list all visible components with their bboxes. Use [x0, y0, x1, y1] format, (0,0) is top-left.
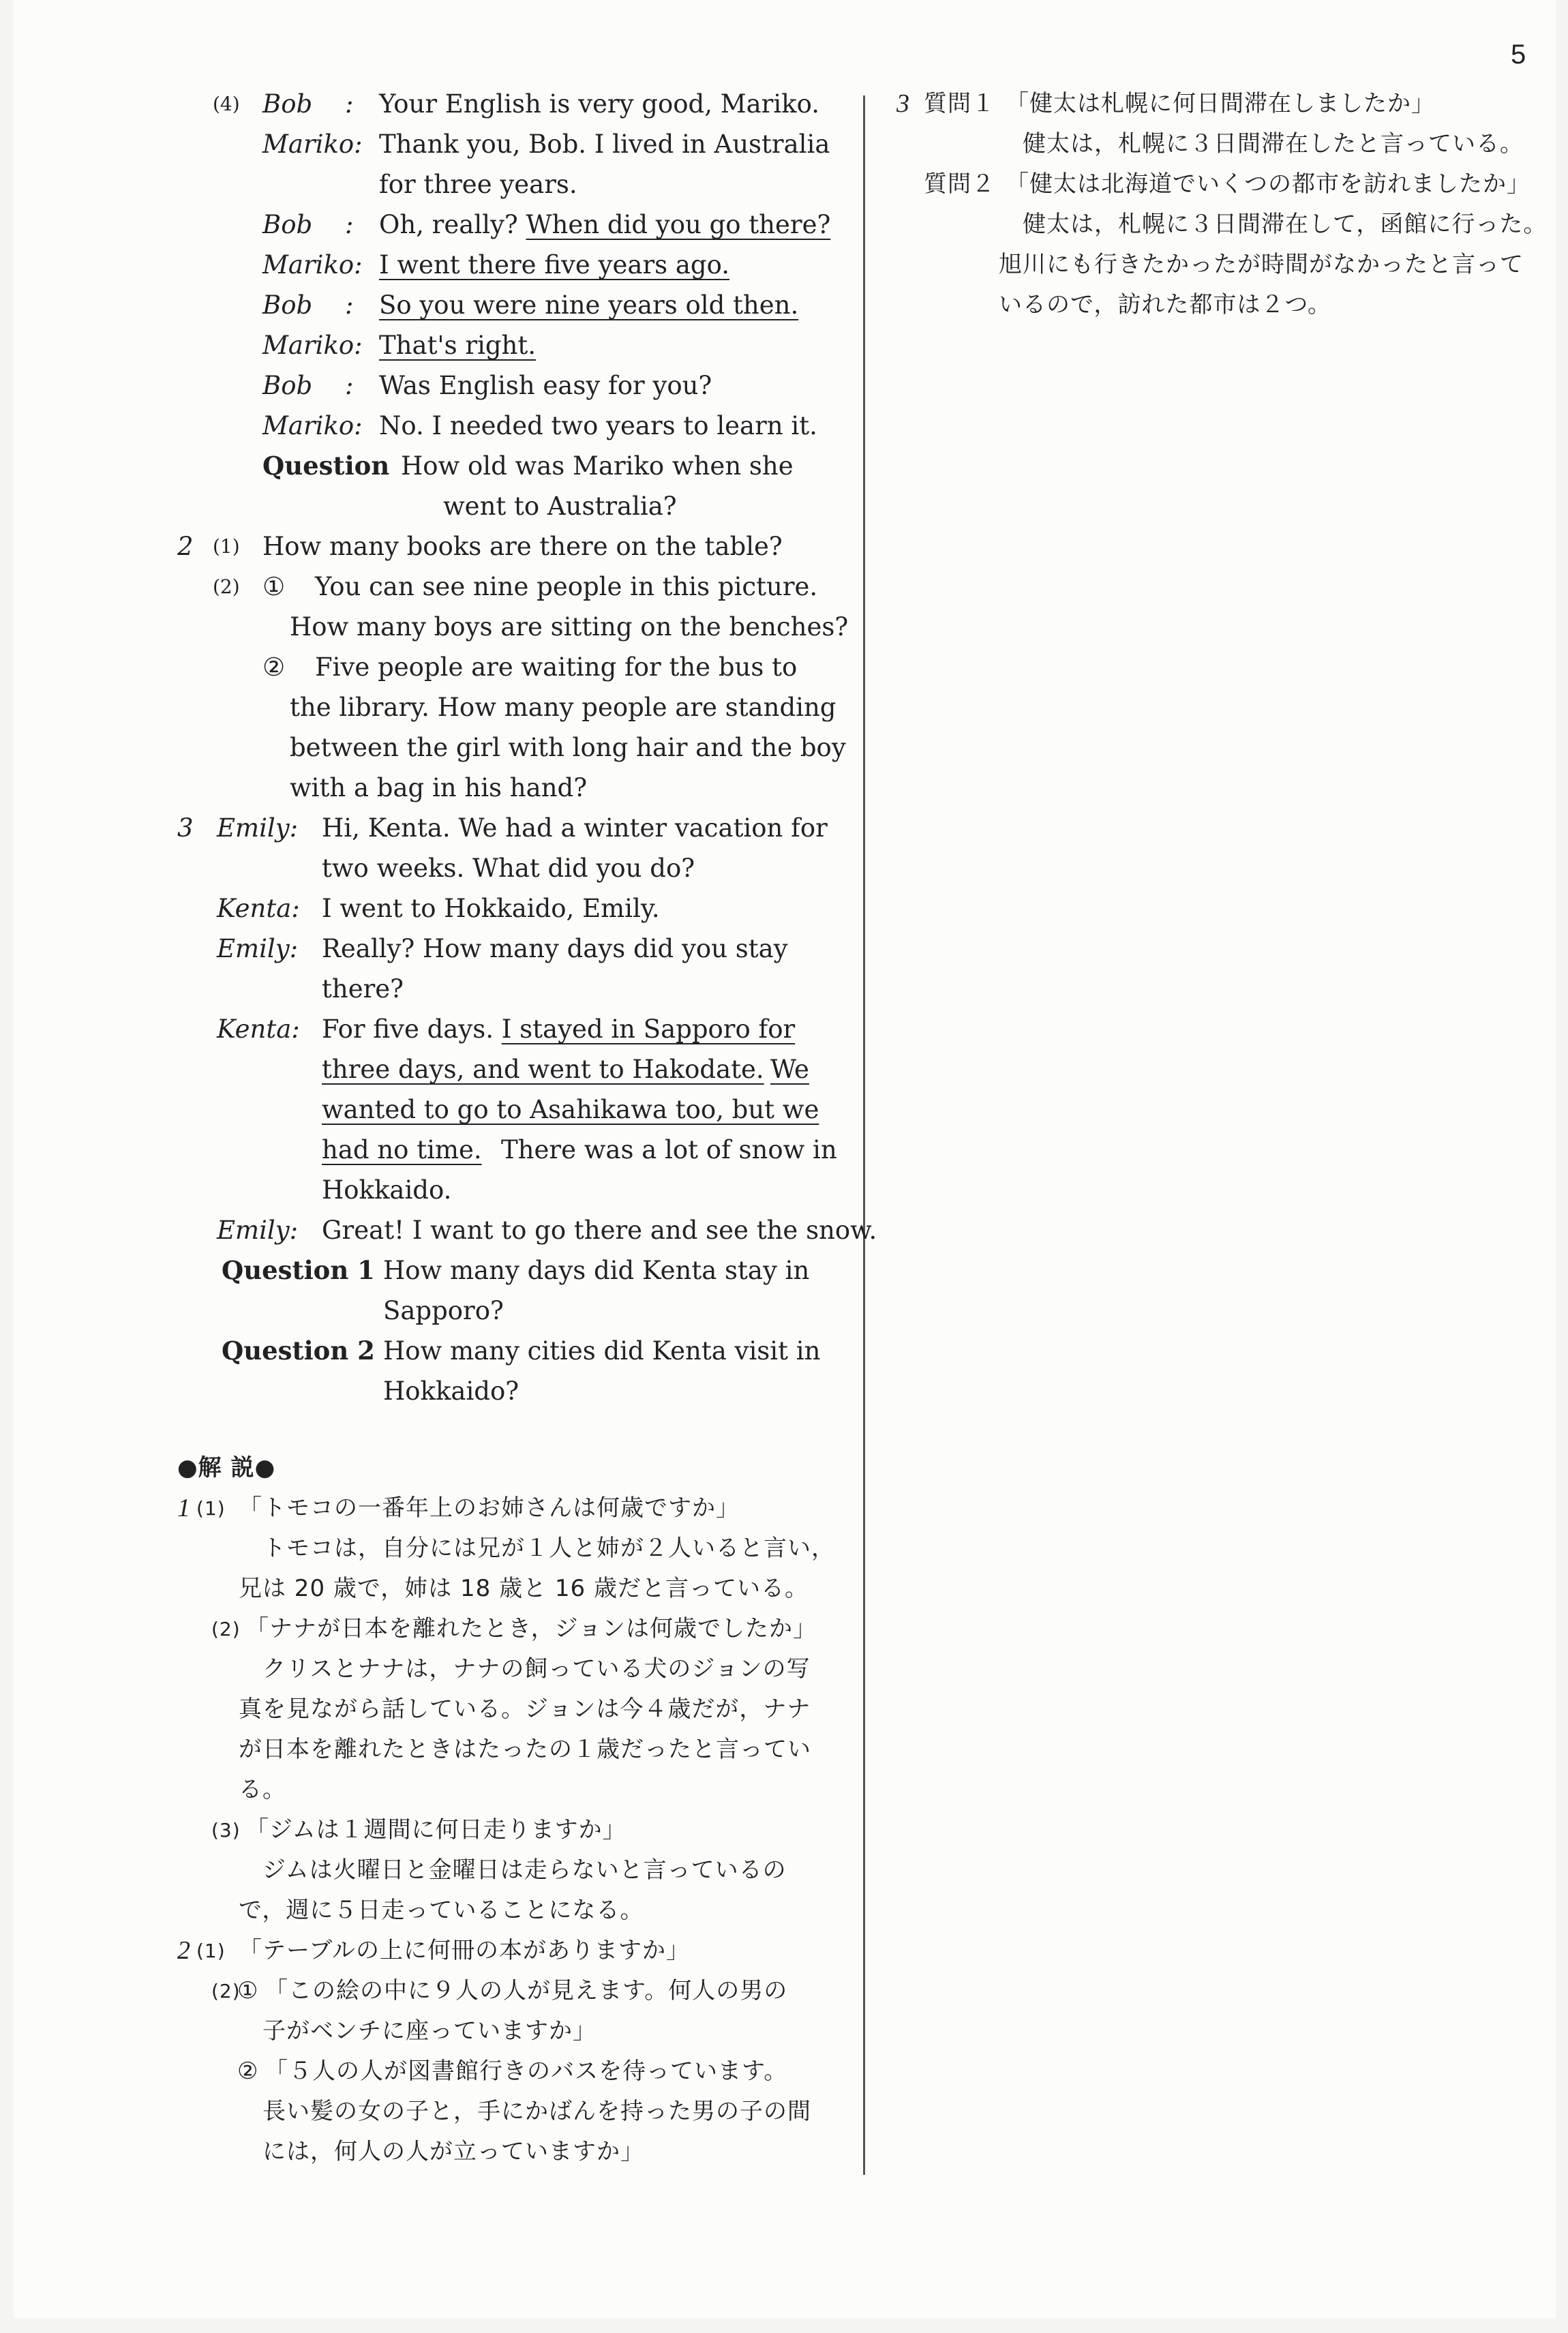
script-item [177, 607, 849, 647]
explanation-text: 真を見ながら話している。ジョンは今４歳だが，ナナ [239, 1696, 811, 1723]
kaisetsu-item [177, 2051, 811, 2092]
section-number: 1 [177, 1494, 191, 1522]
dialogue-line [177, 365, 811, 406]
line-text: with a bag in his hand? [290, 773, 588, 802]
line-text: Hi, Kenta. We had a winter vacation for [322, 813, 828, 843]
speaker: Emily: [217, 1216, 299, 1245]
speaker: Kenta: [217, 1014, 300, 1044]
kaisetsu-item [177, 1891, 811, 1931]
kaisetsu-item [177, 1770, 811, 1810]
kaisetsu-item [177, 1931, 811, 1971]
question-text: went to Australia? [443, 492, 677, 521]
question-text: How old was Mariko when she [401, 451, 794, 481]
line-text: There was a lot of snow in [501, 1135, 837, 1164]
kaisetsu-item [177, 1649, 811, 1689]
script-item [177, 727, 846, 768]
kaisetsu-item [177, 2132, 811, 2172]
line-text: for three years. [379, 170, 577, 199]
line-text: Your English is very good, Mariko. [379, 89, 819, 119]
explanation-text: 健太は，札幌に３日間滞在したと言っている。 [1023, 130, 1524, 157]
item-number: (2) [211, 1980, 241, 2002]
dialogue-line [177, 164, 811, 205]
line-text: the library. How many people are standing [290, 693, 836, 722]
explanation-question: 子がベンチに座っていますか」 [262, 2017, 597, 2045]
line-text [322, 1009, 795, 1049]
question-label: 質問１ [924, 90, 995, 117]
explanation-question: 「この絵の中に９人の人が見えます。何人の男の [265, 1977, 788, 2004]
speaker: Kenta: [217, 894, 300, 923]
line-text: I went to Hokkaido, Emily. [322, 894, 660, 923]
dialogue-line [177, 1089, 819, 1130]
item-number: (3) [211, 1819, 241, 1841]
kaisetsu-item [896, 245, 1537, 285]
underlined-text: I went there five years ago. [379, 250, 730, 280]
kaisetsu-item [177, 2092, 811, 2132]
dialogue-line [177, 1210, 877, 1250]
kaisetsu-item [177, 1730, 811, 1770]
explanation-text: トモコは，自分には兄が１人と姉が２人いると言い， [262, 1535, 835, 1562]
line-text [379, 205, 830, 245]
line-text: Was English easy for you? [379, 371, 712, 400]
circled-number: ② [237, 2058, 259, 2085]
kaisetsu-item [896, 124, 1537, 164]
line-part: Oh, really? [379, 210, 526, 239]
script-item [177, 647, 811, 687]
speaker: Bob [262, 210, 313, 239]
item-number: (1) [196, 1497, 226, 1520]
page-number: 5 [1511, 40, 1526, 70]
right-column [896, 84, 1548, 325]
section-number: 3 [177, 813, 194, 843]
explanation-question: 「ナナが日本を離れたとき，ジョンは何歳でしたか」 [245, 1615, 817, 1642]
line-text: Five people are waiting for the bus to [315, 652, 798, 682]
dialogue-line [177, 84, 819, 124]
explanation-question: 長い髪の女の子と，手にかばんを持った男の子の間 [262, 2098, 811, 2125]
underlined-text: We [770, 1055, 809, 1084]
speaker: Mariko: [262, 130, 363, 159]
dialogue-line [177, 808, 828, 848]
line-text: Thank you, Bob. I lived in Australia [379, 130, 830, 159]
speaker-colon: : [345, 210, 354, 239]
script-item [177, 526, 811, 567]
circled-number: ② [262, 652, 286, 682]
line-text: between the girl with long hair and the boy [290, 733, 846, 762]
explanation-question: 「健太は札幌に何日間滞在しましたか」 [1006, 90, 1435, 117]
explanation-text: る。 [239, 1776, 286, 1803]
underlined-text: three days, and went to Hakodate. [322, 1055, 764, 1084]
dialogue-line [177, 1170, 811, 1210]
line-text: Really? How many days did you stay [322, 934, 788, 963]
speaker: Mariko: [262, 331, 363, 360]
underlined-text: wanted to go to Asahikawa too, but we [322, 1095, 819, 1124]
line-text: two weeks. What did you do? [322, 854, 695, 883]
speaker: Bob [262, 89, 313, 119]
line-text: No. I needed two years to learn it. [379, 411, 817, 440]
kaisetsu-item [177, 1569, 811, 1609]
dialogue-line [177, 285, 811, 325]
speaker: Bob [262, 290, 313, 320]
line-text: there? [322, 974, 404, 1004]
page [14, 0, 1556, 2318]
dialogue-line [177, 325, 811, 365]
question-text: Sapporo? [383, 1296, 504, 1325]
line-part: For five days. [322, 1014, 502, 1044]
kaisetsu-item [177, 1850, 811, 1891]
explanation-text: が日本を離れたときはたったの１歳だったと言ってい [239, 1736, 811, 1763]
explanation-question: 「５人の人が図書館行きのバスを待っています。 [265, 2058, 788, 2085]
kaisetsu-item [177, 1609, 817, 1649]
kaisetsu-item [177, 1689, 811, 1730]
question-line [177, 446, 811, 486]
line-text: You can see nine people in this picture. [315, 572, 818, 601]
speaker-colon: : [345, 371, 354, 400]
explanation-question: 「テーブルの上に何冊の本がありますか」 [239, 1937, 690, 1964]
dialogue-line [177, 205, 831, 245]
explanation-question: 「トモコの一番年上のお姉さんは何歳ですか」 [239, 1494, 740, 1522]
kaisetsu-item [177, 1810, 811, 1850]
question-label: Question 2 [222, 1336, 375, 1366]
kaisetsu-item [177, 2011, 811, 2051]
question-text: Hokkaido? [383, 1376, 519, 1406]
question-line [177, 1331, 821, 1371]
dialogue-line [177, 1049, 811, 1089]
explanation-text: 兄は 20 歳で，姉は 18 歳と 16 歳だと言っている。 [239, 1575, 809, 1602]
dialogue-line [177, 888, 811, 929]
left-column [177, 84, 877, 2172]
speaker: Mariko: [262, 250, 363, 280]
question-line [177, 1371, 811, 1411]
item-number: (4) [213, 93, 240, 115]
speaker-colon: : [345, 290, 354, 320]
kaisetsu-item [896, 164, 1537, 205]
underlined-text: That's right. [379, 331, 537, 360]
explanation-question: 「健太は北海道でいくつの都市を訪れましたか」 [1006, 170, 1531, 198]
speaker: Emily: [217, 934, 299, 963]
kaisetsu-heading [177, 1448, 811, 1488]
explanation-question: 「ジムは１週間に何日走りますか」 [245, 1816, 627, 1843]
explanation-question: には，何人の人が立っていますか」 [262, 2138, 644, 2165]
section-heading: ●解 説● [177, 1454, 276, 1481]
script-item [177, 687, 836, 727]
kaisetsu-item [177, 1971, 811, 2011]
dialogue-line [177, 969, 811, 1009]
circled-number: ① [262, 572, 286, 601]
question-line [177, 1250, 811, 1291]
column-divider [863, 95, 865, 2175]
kaisetsu-item [896, 205, 1548, 245]
speaker: Emily: [217, 813, 299, 843]
script-item [177, 768, 811, 808]
circled-number: ① [237, 1977, 259, 2004]
dialogue-line [177, 245, 811, 285]
section-number: 2 [177, 532, 194, 561]
underlined-text: had no time. [322, 1135, 482, 1164]
line-text: Hokkaido. [322, 1175, 452, 1205]
explanation-text: クリスとナナは，ナナの飼っている犬のジョンの写 [262, 1655, 811, 1683]
explanation-text: 健太は，札幌に３日間滞在して，函館に行った。 [1023, 211, 1548, 238]
dialogue-line [177, 406, 817, 446]
line-text: How many boys are sitting on the benches? [290, 612, 849, 642]
underlined-text: When did you go there? [526, 210, 831, 239]
dialogue-line [177, 848, 811, 888]
item-number: (2) [211, 1618, 241, 1640]
question-label: Question 1 [222, 1255, 375, 1285]
kaisetsu-item [177, 1529, 835, 1569]
question-text: How many cities did Kenta visit in [383, 1336, 821, 1366]
line-text: How many books are there on the table? [262, 532, 783, 561]
line-text: Great! I want to go there and see the snow. [322, 1216, 877, 1245]
kaisetsu-item [177, 1488, 811, 1529]
script-item [177, 567, 818, 607]
spacer [177, 1411, 811, 1448]
kaisetsu-item [896, 84, 1537, 124]
item-number: (2) [213, 575, 240, 598]
underlined-text: So you were nine years old then. [379, 290, 799, 320]
speaker: Bob [262, 371, 313, 400]
explanation-text: いるので，訪れた都市は２つ。 [999, 291, 1331, 318]
question-text: How many days did Kenta stay in [383, 1256, 810, 1285]
item-number: (1) [213, 535, 240, 558]
question-label: 質問２ [924, 170, 995, 198]
question-line [177, 1291, 811, 1331]
section-number: 3 [896, 89, 910, 118]
explanation-text: で，週に５日走っていることになる。 [239, 1897, 644, 1924]
explanation-text: ジムは火曜日と金曜日は走らないと言っているの [262, 1856, 787, 1884]
question-line [177, 486, 811, 526]
speaker-colon: : [345, 89, 354, 119]
dialogue-line [177, 929, 811, 969]
dialogue-line [177, 124, 830, 164]
question-label: Question [262, 451, 390, 481]
kaisetsu-item [896, 285, 1537, 325]
explanation-text: 旭川にも行きたかったが時間がなかったと言って [999, 251, 1524, 278]
section-number: 2 [177, 1936, 191, 1965]
item-number: (1) [196, 1940, 226, 1962]
speaker: Mariko: [262, 411, 363, 440]
dialogue-line [177, 1130, 837, 1170]
underlined-text: I stayed in Sapporo for [501, 1014, 796, 1044]
dialogue-line [177, 1009, 811, 1049]
